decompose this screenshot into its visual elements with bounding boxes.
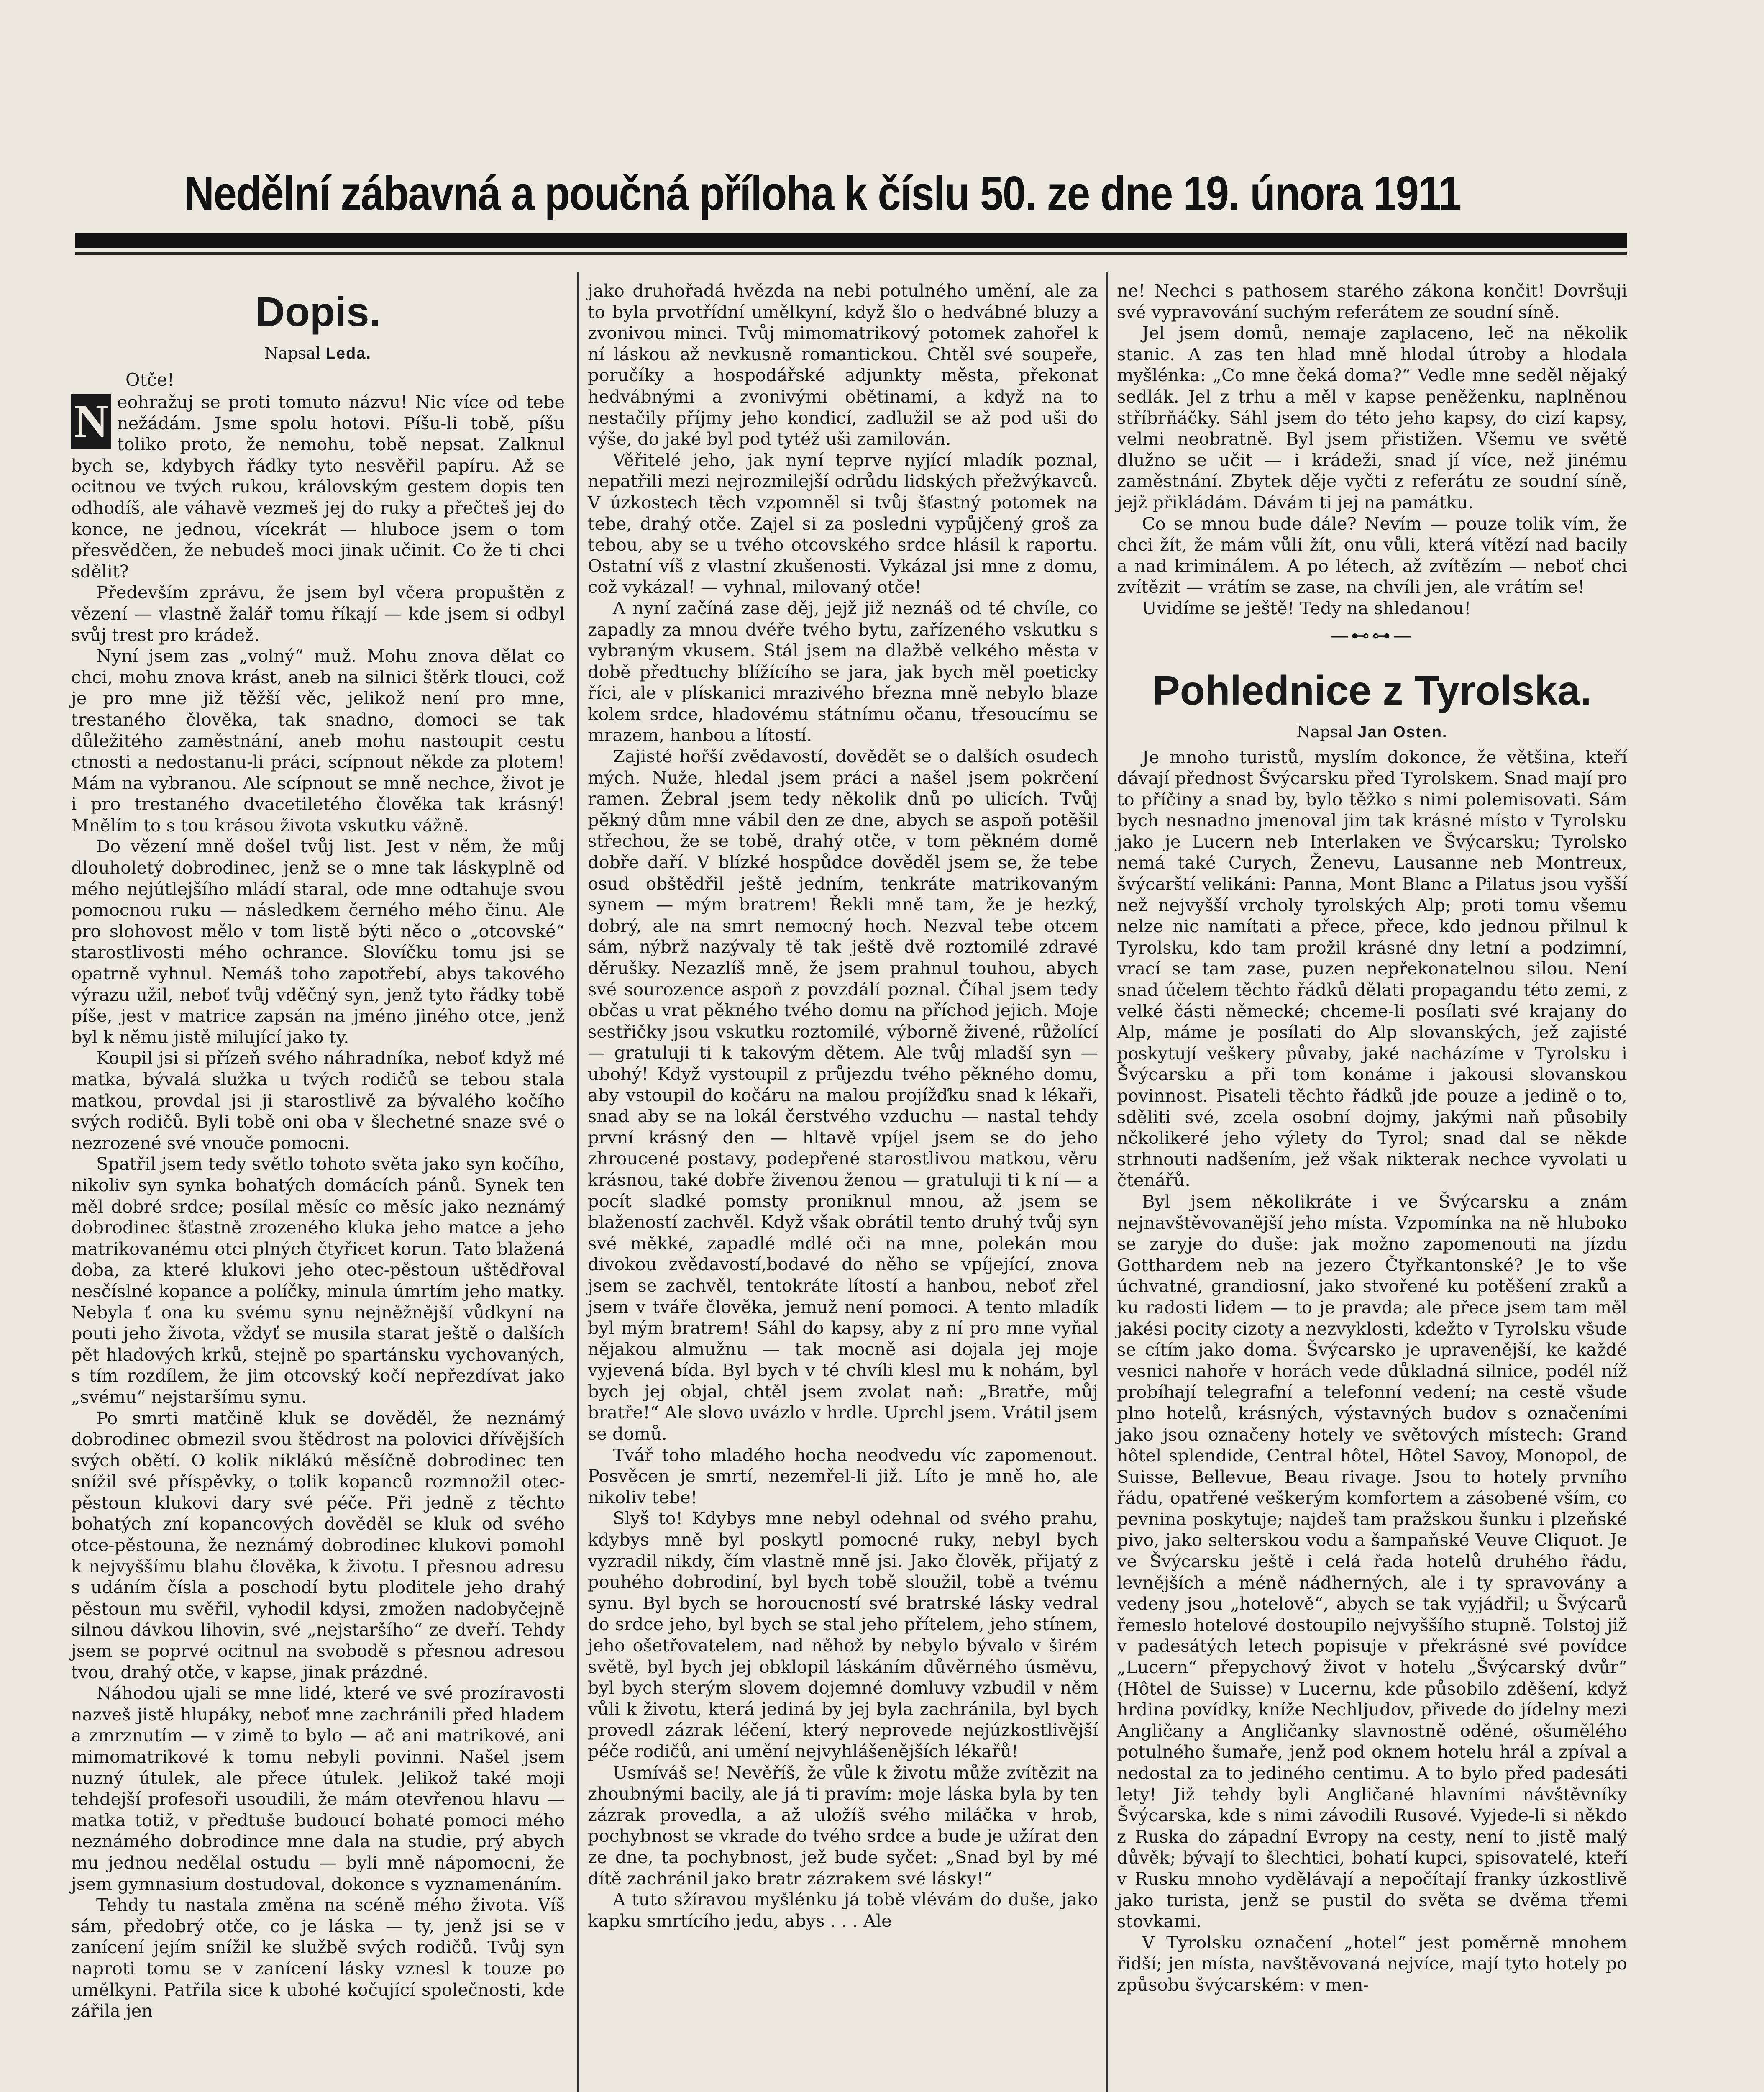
column-divider: [577, 272, 579, 2092]
byline-prefix: Napsal: [264, 344, 321, 362]
paragraph: A tuto sžíravou myšlénku já tobě vlévám do duše, jako kapku smrtícího jedu, abys . . . Ale: [588, 1889, 1098, 1931]
column-2: [588, 280, 1098, 1931]
author-name: Leda.: [325, 345, 371, 362]
drop-cap: N: [71, 394, 111, 449]
section-ornament: —⊷⊶—: [1330, 625, 1414, 646]
article-2-paragraphs: [1117, 747, 1627, 1996]
paragraph: Je mnoho turistů, myslím dokonce, že většina, kteří dávají přednost Švýcarsku před Tyrolskem. Snad mají pro to příčiny a snad by, bylo těžko s nimi polemisovati. Sám bych nesnadno jmenoval jim tak krásné místo v Tyrolsku jako je Lucern neb Interlaken ve Švýcarsku; Tyrolsko nemá také Curych, Ženevu, Lausanne neb Montreux, švýcarští velikáni: Panna, Mont Blanc a Pilatus jsou vyšší než nejvyšší vrcholy tyrolských Alp; proti tomu všemu nelze nic namítati a přece, přece, kdo jednou přilnul k Tyrolsku, kdo tam prožil krásné dny letní a podzimní, vrací se tam zase, puzen nepřekonatelnou silou. Není snad účelem těchto řádků dělati propagandu této zemi, z velké části německé; chceme-li posílati své krajany do Alp, máme je posílati do Alp slovanských, jež zajisté poskytují veškery půvaby, jaké nacházíme v Tyrolsku i Švýcarsku a při tom konáme i jakousi slovanskou povinnost. Pisateli těchto řádků jde pouze a jedině o to, sděliti své, zcela osobní dojmy, jakými naň působily nčkolikeré jeho výlety do Tyrol; snad dal se někde strhnouti nadšením, jež však nikterak nechce vyvolati u čtenářů.: [1117, 746, 1627, 1191]
first-paragraph-text: eohražuj se proti tomuto názvu! Nic více od tebe nežádám. Jsme spolu hotovi. Píšu-li tobě, píšu toliko proto, že nemohu, tobě nepsat. Zalknul bych se, kdybych řádky tyto nesvěřil papíru. Až se ocitnou ve tvých rukou, královským gestem dopis ten odhodíš, ale váhavě vezmeš jej do ruky a přečteš jej do konce, ne jednou, vícekrát — hluboce jsem o tom přesvědčen, že nebudeš moci jinak učinit. Co že ti chci sdělit?: [71, 392, 565, 582]
column-3: [1117, 280, 1627, 1996]
paragraph: Náhodou ujali se mne lidé, které ve své prozíravosti nazveš jistě hlupáky, neboť mne zachránili před hladem a zmrznutím — v zimě to bylo — ač ani matrikové, ani mimomatrikové k tomu nebyli povinni. Našel jsem nuzný útulek, ale přece útulek. Jelikož také moji tehdejší profesoři usoudili, že mám otevřenou hlavu — matka totiž, v předtuše budoucí bohaté pomoci mého neznámého dobrodince mne dala na studie, prý abych mu jednou nedělal ostudu — byli mně nápomocni, že jsem gymnasium dostudoval, dokonce s vyznamenáním.: [71, 1683, 565, 1894]
paragraph: Tvář toho mladého hocha neodvedu víc zapomenout. Posvěcen je smrtí, nezemřel-li již. Líto je mně ho, ale nikoliv tebe!: [588, 1444, 1098, 1507]
byline-prefix: Napsal: [1296, 722, 1353, 741]
article-byline: [71, 341, 565, 366]
article-title: Pohlednice z Tyrolska.: [1152, 667, 1592, 713]
first-paragraph: [71, 392, 565, 582]
article-title: Dopis.: [255, 289, 381, 335]
paragraph: Po smrti matčině kluk se dověděl, že neznámý dobrodinec obmezil svou štědrost na polovici dřívějších svých obětí. O kolik niklákú měsíčně dobrodinec ten snížil své příspěvky, o tolik kopanců rozmnožil otec-pěstoun klukovi dary své péče. Při jedně z těchto bohatých zní kopancových dověděl se kluk od svého otce-pěstouna, že neznámý dobrodinec klukovi pomohl k nejvyššímu blahu člověka, k životu. I přesnou adresu s udáním čísla a poschodí bytu ploditele jeho drahý pěstoun mu svěřil, vyhodil kdysi, zmožen nadobyčejně silnou dávkou lihovin, své „nejstaršího“ ze dveří. Tehdy jsem se poprvé ocitnul na svobodě s přesnou adresou tvou, drahý otče, v kapse, jinak prázdné.: [71, 1407, 565, 1682]
column-1: [71, 278, 565, 2022]
paragraph: Spatřil jsem tedy světlo tohoto světa jako syn kočího, nikoliv syn synka bohatých domácích pánů. Synek ten měl dobré srdce; posílal měsíc co měsíc jako neznámý dobrodinec šťastně zrozeného kluka jeho matce a jeho matrikovanému otci plných čtyřicet korun. Tato blažená doba, za které klukovi jeho otec-pěstoun uštědřoval nesčíslné kopance a políčky, minula úmrtím jeho matky. Nebyla ť ona ku svému synu nejněžnější vůdkyní na pouti jeho života, vždyť se musila starat ještě o dalších pět hladových krků, stejně po spartánsku vychovaných, s tím rozdílem, že jim otcovský kočí nepřezdívat jako „svému“ nejstaršímu synu.: [71, 1154, 565, 1407]
column-2-paragraphs: [588, 280, 1098, 1931]
paragraph: Především zprávu, že jsem byl včera propuštěn z vězení — vlastně žalář tomu říkají — kde jsem si odbyl svůj trest pro krádež.: [71, 582, 565, 645]
paragraph: Do vězení mně došel tvůj list. Jest v něm, že můj dlouholetý dobrodinec, jenž se o mne tak láskyplně od mého nejútlejšího mládí staral, ode mne odtahuje svou pomocnou ruku — následkem černého mého činu. Ale pro slohovost mělo v tom listě býti něco o „otcovské“ starostlivosti mého ochrance. Slovíčku tomu jsi se opatrně vyhnul. Nemáš toho zapotřebí, abys takového výrazu užil, neboť tvůj vděčný syn, jenž tyto řádky tobě píše, jest v matrice zapsán na jméno jiného otce, jenž byl k němu jistě milující jako ty.: [71, 836, 565, 1047]
paragraph: V Tyrolsku označení „hotel“ jest poměrně mnohem řidší; jen místa, navštěvovaná nejvíce, mají tyto hotely po způsobu švýcarském: v men-: [1117, 1932, 1627, 1995]
paragraph: Co se mnou bude dále? Nevím — pouze tolik vím, že chci žít, že mám vůli žít, onu vůli, která vítězí nad bacily a nad kriminálem. A po létech, až zvítězím — neboť chci zvítězit — vrátím se zase, na chvíli jen, ale vrátím se!: [1117, 513, 1627, 597]
column-3-paragraphs: [1117, 280, 1627, 619]
paragraph: Jel jsem domů, nemaje zaplaceno, leč na několik stanic. A zas ten hlad mně hlodal útroby a hlodala myšlénka: „Co mne čeká doma?“ Vedle mne seděl nějaký sedlák. Jel z trhu a měl v kapse peněženku, naplněnou stříbrňáčky. Sáhl jsem do této jeho kapsy, do cizí kapsy, velmi neobratně. Byl jsem přistižen. Všemu ve světě dlužno se učit — i krádeži, snad jí více, než jinému zaměstnání. Zbytek děje vyčti z referátu ze soudní síně, jejž přikládám. Dávám ti jej na památku.: [1117, 323, 1627, 513]
paragraph: Uvidíme se ještě! Tedy na shledanou!: [1142, 597, 1471, 618]
paragraph: Tehdy tu nastala změna na scéně mého života. Víš sám, předobrý otče, co je láska — ty, jenž jsi se v zanícení jejím snížil ke službě svých rodičů. Tvůj syn naproti tomu se v zanícení lásky vznesl k touze po umělkyni. Patřila sice k ubohé kočující společnosti, kde zářila jen: [71, 1895, 565, 2021]
paragraph: Nyní jsem zas „volný“ muž. Mohu znova dělat co chci, mohu znova krást, aneb na silnici štěrk tlouci, což je pro mne již těžší věc, jelikož není pro mne, trestaného člověka, tak snadno, domoci se tak důležitého zaměstnání, aneb mohu nastoupit cestu ctnosti a nedostanu-li práci, scípnout někde za plotem! Mám na vybranou. Ale scípnout se mně nechce, život je i pro trestaného dvacetiletého člověka tak krásný! Mnělím to s tou krásou života vskutku vážně.: [71, 646, 565, 836]
article-byline: [1117, 720, 1627, 744]
paragraph: ne! Nechci s pathosem starého zákona končit! Dovršuji své vypravování suchým referátem ze soudní síně.: [1117, 280, 1627, 322]
paragraph: Byl jsem několikráte i ve Švýcarsku a znám nejnavštěvovanější jeho místa. Vzpomínka na ně hluboko se zaryje do duše: jak možno zapomenouti na jízdu Gotthardem neb na jezero Čtyřkantonské? Je to vše úchvatné, grandiosní, jako stvořené ku potěšení zraků a ku radosti lidem — to je pravda; ale přece jsem tam měl jakési pocity cizoty a nezvyklosti, kdežto v Tyrolsku všude se cítím jako doma. Švýcarsko je upravenější, ke každé vesnici nahoře v horách vede důkladná silnice, podél níž probíhají telegrafní a telefonní vedení; na cestě všude plno hotelů, krásných, výstavných budov s označeními jako jsou označeny hotely ve světových místech: Grand hôtel splendide, Central hôtel, Hôtel Savoy, Monopol, de Suisse, Bellevue, Beau rivage. Jsou to hotely prvního řádu, opatřené veškerým komfortem a zásobené vším, co pevnina poskytuje; najdeš tam pražskou šunku i plzeňské pivo, jako selterskou vodu a šampaňské Veuve Cliquot. Je ve Švýcarsku ještě i celá řada hotelů druhého řádu, levnějších a méně nádherných, ale i ty spravovány a vedeny jsou „hotelově“, abych se tak vyjádřil; u Švýcarů řemeslo hotelové dostoupilo nejvyššího stupně. Tolstoj již v padesátých letech popisuje v překrásné své povídce „Lucern“ přepychový život v hotelu „Švýcarský dvůr“ (Hôtel de Suisse) v Lucernu, kde působilo zděšení, když hrdina povídky, kníže Nechljudov, přivede do jídelny mezi Angličany a Angličanky slavnostně oděné, ošumělého potulného šumaře, jenž pod oknem hotelu hrál a zpíval a nedostal za to jediného centimu. A to bylo před padesáti lety! Již tehdy byli Angličané hlavními návštěvníky Švýcarska, kde s nimi závodili Rusové. Vyjede-li si někdo z Ruska do západní Evropy na cesty, není to jistě malý důvěk; bývají to šlechtici, bohatí kupci, spisovatelé, kteří v Rusku mnoho vydělávají a nepočítají franky úzkostlivě jako turista, jenž se pustil do světa se dvěma třemi stovkami.: [1117, 1191, 1627, 1932]
masthead-rule-thick: [75, 233, 1627, 248]
paragraph: Věřitelé jeho, jak nyní teprve nyjící mladík poznal, nepatřili mezi nejrozmilejší odrůdu lidských přežvýkavců. V úzkostech těch vzpomněl si tvůj šťastný potomek na tebe, drahý otče. Zajel si za posledni vypůjčený groš za tebou, aby se u tvého otcovského srdce hlásil k raportu. Ostatní víš z vlastní zkušenosti. Vykázal jsi mne z domu, což vykázal! — vyhnal, milovaný otče!: [588, 449, 1098, 597]
column-divider: [1106, 272, 1108, 2092]
paragraph: A nyní začíná zase děj, jejž již neznáš od té chvíle, co zapadly za mnou dvéře tvého bytu, zařízeného vskutku s vybraným vkusem. Stál jsem na dlažbě velkého města v době předtuchy blížícího se jara, jak bych měl poeticky říci, ale v plískanici mrazivého března mně nebylo blaze kolem srdce, hladovému státnímu očanu, třesoucímu se mrazem, hanbou a lítostí.: [588, 597, 1098, 746]
author-name: Jan Osten.: [1358, 723, 1448, 741]
column-1-paragraphs: [71, 582, 565, 2021]
masthead-rule-thin: [75, 252, 1627, 255]
paragraph: Usmíváš se! Nevěříš, že vůle k životu může zvítězit na zhoubnými bacily, ale já ti pravím: moje láska byla by ten zázrak provedla, a až uložíš svého miláčka v hrob, pochybnost se vkrade do tvého srdce a bude je užírat den ze dne, ta pochybnost, jež bude syčet: „Snad byl by mé dítě zachránil jako bratr zázrakem své lásky!“: [588, 1762, 1098, 1889]
paragraph: Slyš to! Kdybys mne nebyl odehnal od svého prahu, kdybys mně byl poskytl pomocné ruky, nebyl bych vyzradil nikdy, čím vlastně mně jsi. Jako člověk, přijatý z pouhého dobrodiní, byl bych tobě sloužil, tobě a tvému synu. Byl bych se horoucností své bratrské lásky vedral do srdce jeho, byl bych se stal jeho přítelem, jeho stínem, jeho ošetřovatelem, nad něhož by nebylo bývalo v širém světě, byl bych jej obklopil láskáním důvěrného úsměvu, byl bych sterým slovem dojemné domluvy vzbudil v něm vůli k životu, která jediná by jej byla zachránila, byl bych provedl zázrak léčení, který neprovede nejúzkostlivější péče rodičů, ani umění nejvyhlášenějších lékařů!: [588, 1508, 1098, 1761]
salutation: Otče!: [125, 369, 174, 390]
paragraph: Koupil jsi si přízeň svého náhradníka, neboť když mé matka, bývalá služka u tvých rodičů se tebou stala matkou, provdal jsi ji starostlivě za bývalého kočího svých rodičů. Byli tobě oni oba v šlechetné snaze své o nezrozené své vnouče pomocni.: [71, 1048, 565, 1153]
paragraph: Zajisté hořší zvědavostí, dovědět se o dalších osudech mých. Nuže, hledal jsem práci a našel jsem pokrčení ramen. Žebral jsem tedy několik dnů po ulicích. Tvůj pěkný dům mne vábil den ze dne, abych se aspoň potěšil střechou, že se tobě, drahý otče, v tom pěkném domě dobře daří. V blízké hospůdce dověděl jsem se, že tebe osud obštědřil ještě jedním, tenkráte matrikovaným synem — mým bratrem! Řekli mně tam, že je hezký, dobrý, ale na smrt nemocný hoch. Nezval tebe otcem sám, nýbrž nazývaly tě tak ještě dvě roztomilé zdravé děrušky. Nezazlíš mně, že jsem prahnul touhou, abych své sourozence aspoň z povzdálí poznal. Číhal jsem tedy občas u vrat pěkného tvého domu na příchod jejich. Moje sestřičky jsou vskutku roztomilé, výborně živené, růžolící — gratuluji ti k takovým dětem. Ale tvůj mladší syn — ubohý! Když vystoupil z průjezdu tvého pěkného domu, aby vstoupil do kočáru na malou projížďku snad k lékaři, snad aby se na lokál čerstvého vzduchu — nastal tehdy první krásný den — hltavě vpíjel jsem se do jeho zhroucené postavy, podepřené starostlivou matkou, věru krásnou, také dobře živenou ženou — gratuluji ti k ní — a pocít sladké pomsty proniknul mnou, až jsem se blažeností zachvěl. Když však obrátil tento druhý tvůj syn své měkké, zapadlé mdlé oči na mne, polekán mou divokou zvědavostí,bodavé do něho se vpíjející, znova jsem se zachvěl, tentokráte lítostí a hanbou, neboť zřel jsem v tváře člověka, jemuž není pomoci. A tento mladík byl mým bratrem! Sáhl do kapsy, aby z ní pro mne vyňal nějakou almužnu — tak mocně asi dojala jej moje vyjevená bída. Byl bych v té chvíli klesl mu k nohám, byl bych jej objal, chtěl jsem zvolat naň: „Bratře, můj bratře!“ Ale slovo uvázlo v hrdle. Uprchl jsem. Vrátil jsem se domů.: [588, 746, 1098, 1444]
paragraph: jako druhořadá hvězda na nebi potulného umění, ale za to byla prvotřídní umělkyní, když šlo o hedvábné bluzy a zvonivou minci. Tvůj mimomatrikový potomek zahořel k ní láskou až nevkusně romantickou. Chtěl své soupeře, poručíky a hospodářské adjunkty města, překonat hedvábnými a zvonivými obětinami, a když na to nestačily příjmy jeho kondicí, zadlužil se až pod uši do výše, do jaké byl pod tytéž uši zamilován.: [588, 280, 1098, 449]
masthead: Nedělní zábavná a poučná příloha k číslu 50. ze dne 19. února 1911: [184, 166, 1461, 220]
